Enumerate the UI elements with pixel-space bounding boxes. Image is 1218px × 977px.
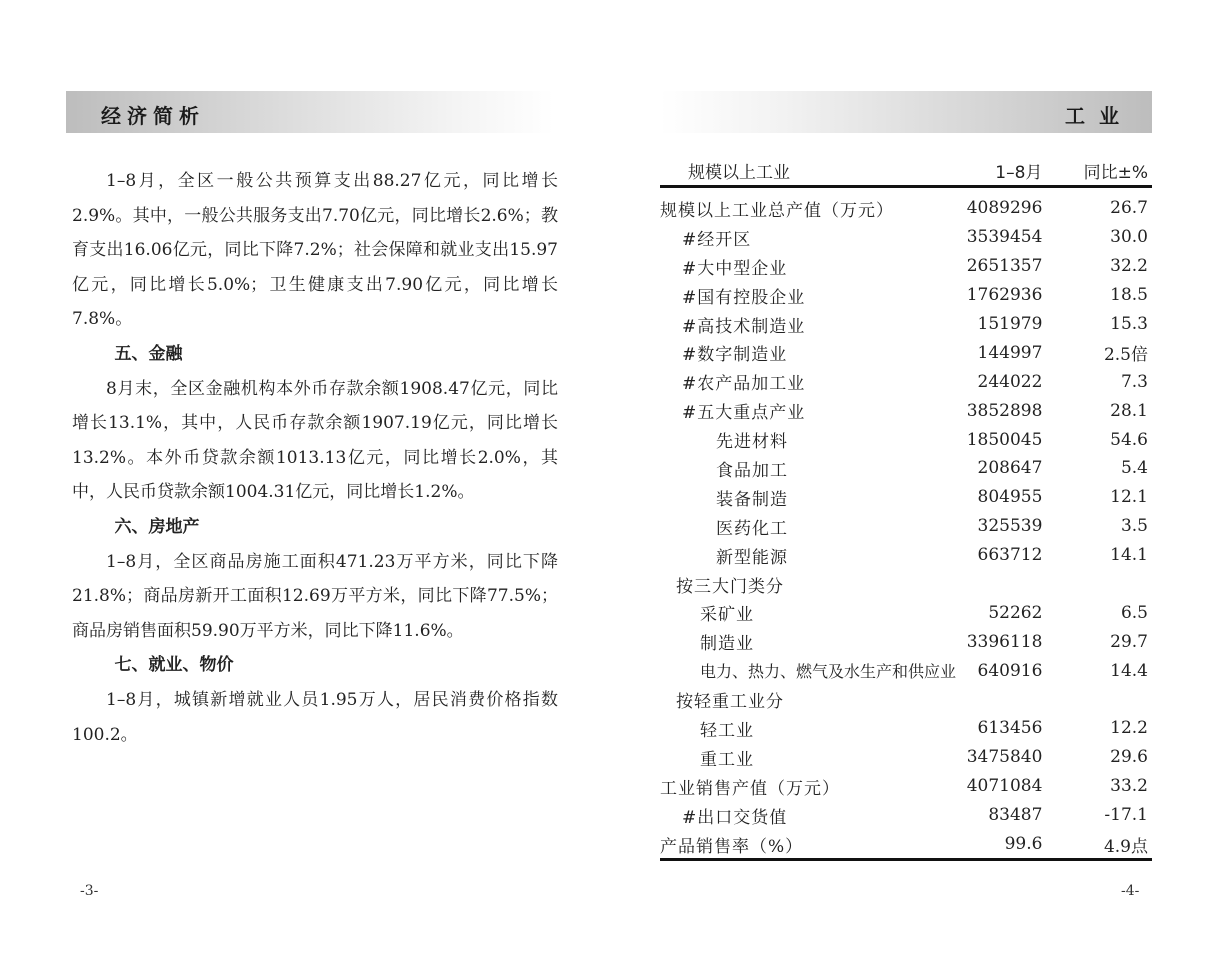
left-page-header: 经济简析 [101, 104, 205, 128]
row-label: 按三大门类分 [676, 576, 784, 597]
table-row [660, 425, 1152, 454]
table-row [660, 743, 1152, 772]
table-row [660, 830, 1152, 860]
row-label: 医药化工 [716, 518, 788, 539]
table-row [660, 772, 1152, 801]
row-value: 99.6 [956, 830, 1042, 860]
row-yoy: 26.7 [1110, 198, 1148, 219]
left-page-body [72, 164, 558, 752]
row-value: 4089296 [966, 198, 1043, 219]
row-label: 电力、热力、燃气及水生产和供应业 [700, 662, 957, 682]
column-header-indicator: 规模以上工业 [660, 155, 956, 187]
row-yoy: 3.5 [1120, 516, 1148, 537]
row-yoy: 29.7 [1110, 631, 1148, 652]
row-value: 2651357 [966, 256, 1043, 277]
row-value: 640916 [977, 660, 1043, 681]
table-row [660, 685, 1152, 714]
table-row [660, 338, 1152, 367]
row-yoy: 4.9点 [1042, 830, 1152, 860]
body-paragraph: 8月末，全区金融机构本外币存款余额1908.47亿元，同比增长13.1%，其中，人民币存款余额1907.19亿元，同比增长13.2%。本外币贷款余额1013.13亿元，同比增长2.0%，其中，人民币贷款余额1004.31亿元，同比增长1.2%。 [72, 378, 558, 503]
row-yoy: 29.6 [1110, 747, 1148, 768]
row-yoy: 14.4 [1110, 660, 1148, 681]
body-paragraph: 1–8月，城镇新增就业人员1.95万人，居民消费价格指数100.2。 [72, 689, 558, 745]
row-yoy: 5.4 [1120, 458, 1148, 479]
row-yoy [1042, 685, 1152, 714]
row-yoy [1042, 570, 1152, 599]
row-value: 613456 [977, 718, 1043, 739]
column-header-yoy: 同比±% [1042, 155, 1152, 187]
row-yoy: 33.2 [1110, 776, 1148, 797]
row-value: 3475840 [966, 747, 1043, 768]
table-row [660, 627, 1152, 656]
table-row [660, 801, 1152, 830]
row-label: #国有控股企业 [682, 287, 806, 308]
table-row [660, 396, 1152, 425]
table-row [660, 310, 1152, 339]
right-page-header: 工业 [1065, 104, 1133, 128]
row-yoy: 54.6 [1110, 429, 1148, 450]
row-yoy: -17.1 [1104, 805, 1148, 826]
row-yoy: 18.5 [1110, 285, 1148, 306]
row-yoy: 2.5倍 [1103, 345, 1148, 366]
row-label: 规模以上工业总产值（万元） [660, 200, 894, 221]
row-label: 工业销售产值（万元） [660, 778, 840, 799]
row-yoy: 32.2 [1110, 256, 1148, 277]
row-value: 663712 [977, 545, 1043, 566]
table-row [660, 512, 1152, 541]
row-label: 先进材料 [716, 432, 788, 453]
row-value: 83487 [988, 805, 1043, 826]
row-label: #经开区 [682, 229, 752, 250]
row-label: 采矿业 [700, 605, 754, 626]
row-yoy: 15.3 [1110, 314, 1148, 334]
table-header-row [660, 155, 1152, 187]
row-value: 4071084 [966, 776, 1043, 797]
section-heading: 七、就业、物价 [114, 655, 234, 676]
row-label: 轻工业 [700, 720, 754, 741]
row-label: #高技术制造业 [682, 316, 806, 337]
row-value: 52262 [988, 602, 1043, 623]
row-label: 按轻重工业分 [676, 692, 784, 713]
row-value: 208647 [977, 458, 1043, 479]
row-value: 325539 [977, 516, 1043, 537]
row-value [956, 570, 1042, 599]
body-paragraph: 1–8月，全区一般公共预算支出88.27亿元，同比增长2.9%。其中，一般公共服务支出7.70亿元，同比增长2.6%；教育支出16.06亿元，同比下降7.2%；社会保障和就业支出15.97亿元，同比增长5.0%；卫生健康支出7.90亿元，同比增长7.8%。 [72, 171, 558, 330]
row-yoy: 28.1 [1110, 400, 1148, 421]
table-row [660, 367, 1152, 396]
right-page-number: -4- [1121, 883, 1140, 899]
table-row [660, 714, 1152, 743]
row-value: 1850045 [966, 429, 1043, 450]
row-label: 制造业 [700, 634, 754, 655]
row-label: 装备制造 [716, 489, 788, 510]
row-yoy: 7.3 [1120, 371, 1148, 392]
table-row [660, 281, 1152, 310]
row-label: 新型能源 [716, 547, 788, 568]
row-value: 244022 [977, 371, 1043, 392]
row-label: #农产品加工业 [682, 374, 806, 395]
table-row [660, 541, 1152, 570]
row-yoy: 14.1 [1110, 545, 1148, 566]
row-label: #五大重点产业 [682, 403, 806, 424]
table-row [660, 598, 1152, 627]
industry-table [660, 155, 1152, 861]
row-yoy: 30.0 [1110, 227, 1148, 248]
row-value: 151979 [977, 314, 1043, 334]
row-value: 144997 [977, 342, 1043, 363]
row-value [956, 685, 1042, 714]
left-page-number: -3- [80, 883, 99, 899]
row-yoy: 12.2 [1110, 718, 1148, 739]
row-label: #数字制造业 [682, 345, 788, 366]
column-header-period: 1–8月 [956, 155, 1042, 187]
row-yoy: 6.5 [1120, 602, 1148, 623]
section-heading: 五、金融 [114, 343, 183, 364]
table-row [660, 187, 1152, 223]
table-row [660, 570, 1152, 599]
body-paragraph: 1–8月，全区商品房施工面积471.23万平方米，同比下降21.8%；商品房新开工面积12.69万平方米，同比下降77.5%；商品房销售面积59.90万平方米，同比下降11.6%。 [72, 551, 558, 641]
table-row [660, 454, 1152, 483]
row-label: #出口交货值 [682, 807, 788, 828]
table-row [660, 656, 1152, 685]
row-value: 804955 [977, 487, 1043, 508]
row-label: 食品加工 [716, 460, 788, 481]
table-body [660, 187, 1152, 860]
row-value: 3852898 [966, 400, 1043, 421]
row-label: 重工业 [700, 749, 754, 770]
table-row [660, 483, 1152, 512]
table-row [660, 252, 1152, 281]
table-row [660, 223, 1152, 252]
row-yoy: 12.1 [1110, 487, 1148, 508]
section-heading: 六、房地产 [114, 516, 200, 537]
row-value: 3396118 [966, 631, 1043, 652]
row-value: 3539454 [966, 227, 1043, 248]
row-label: 产品销售率（%） [660, 830, 956, 860]
row-label: #大中型企业 [682, 258, 788, 279]
row-value: 1762936 [966, 285, 1043, 306]
